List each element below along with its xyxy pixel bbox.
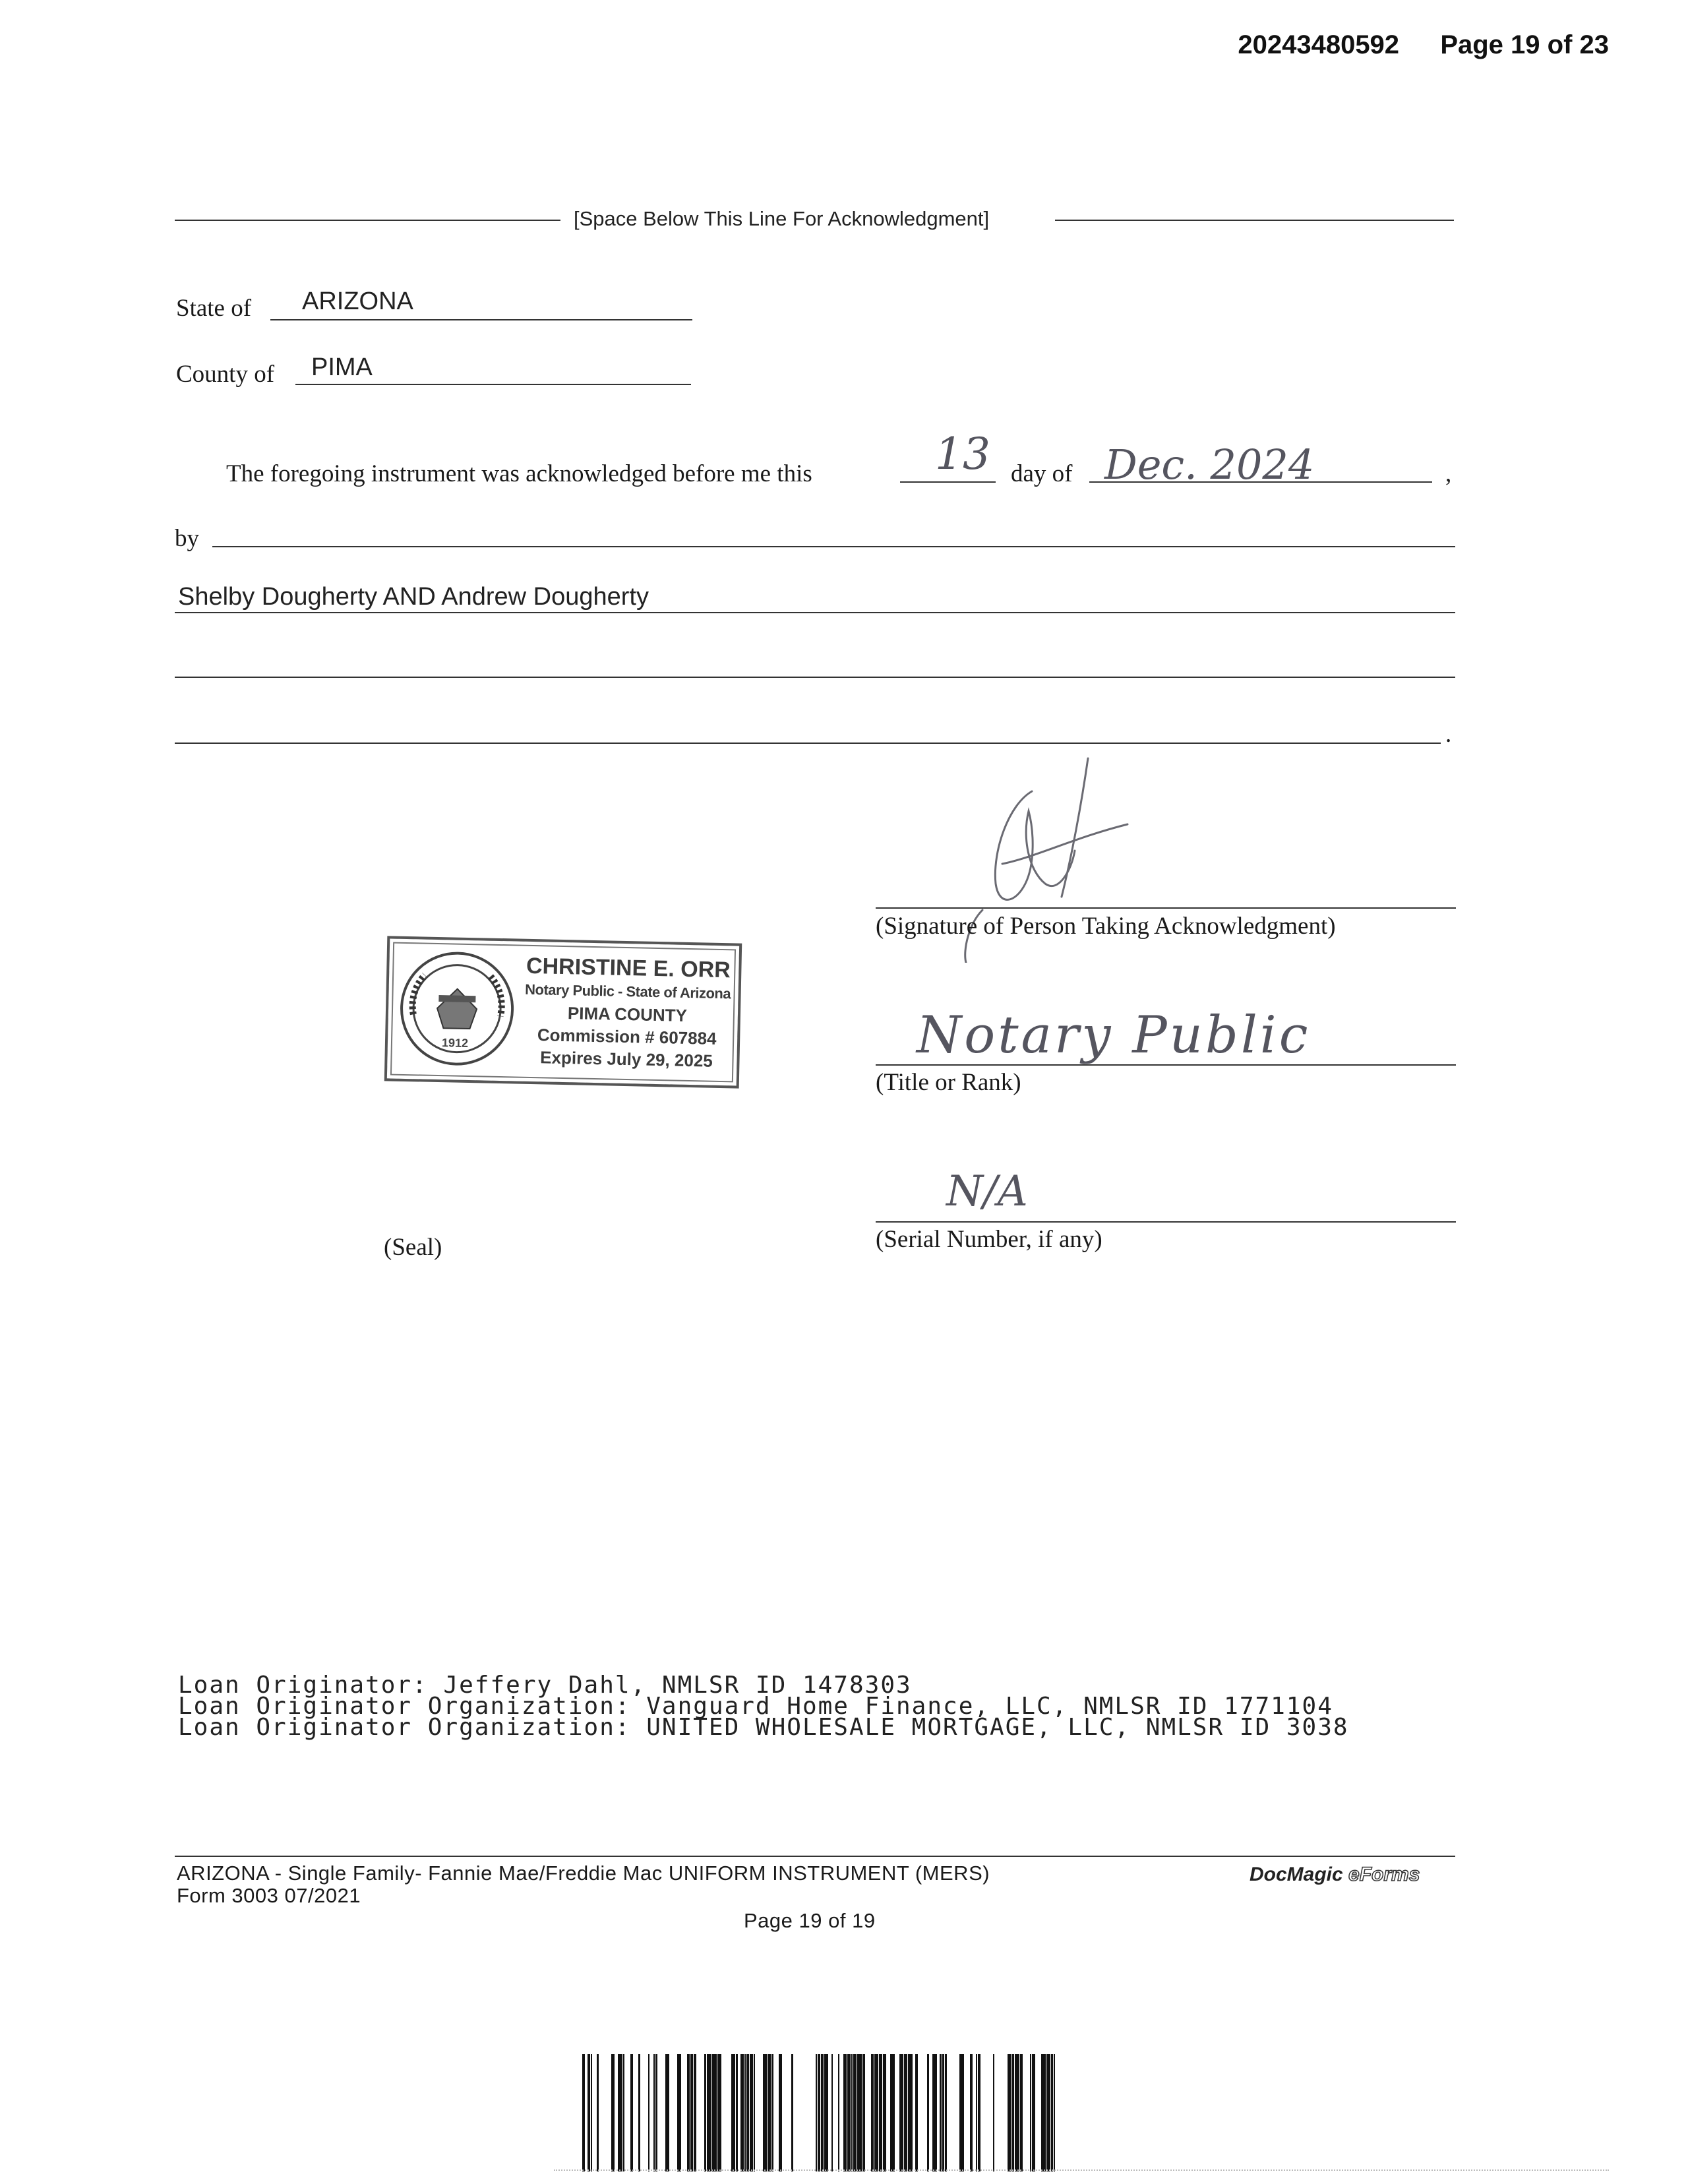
day-of-label: day of: [1011, 460, 1073, 487]
stamp-county: PIMA COUNTY: [567, 1003, 688, 1025]
stamp-seal-year: 1912: [441, 1036, 469, 1050]
acknowledgment-divider-text: [Space Below This Line For Acknowledgment]: [574, 207, 990, 230]
brand-suffix: eForms: [1348, 1864, 1420, 1885]
title-underline: [876, 1064, 1456, 1066]
serial-label: (Serial Number, if any): [876, 1226, 1102, 1253]
acknowledged-persons: Shelby Dougherty AND Andrew Dougherty: [178, 583, 649, 611]
seal-label: (Seal): [384, 1234, 442, 1261]
county-underline: [295, 384, 691, 385]
docmagic-logo: [1250, 1864, 1420, 1886]
form-description: ARIZONA - Single Family- Fannie Mae/Freddie Mac UNIFORM INSTRUMENT (MERS): [177, 1862, 990, 1885]
stamp-notary-name: CHRISTINE E. ORR: [526, 953, 731, 983]
arizona-state-seal-icon: [396, 948, 518, 1070]
blank-line-2: [175, 743, 1441, 744]
signature-label: (Signature of Person Taking Acknowledgment): [876, 913, 1336, 940]
stamp-notary-title: Notary Public - State of Arizona: [524, 981, 731, 1002]
loan-originator-org-line: Loan Originator Organization: UNITED WHOLESALE MORTGAGE, LLC, NMLSR ID 3038: [178, 1714, 1349, 1741]
loan-originator-line: Loan Originator: Jeffery Dahl, NMLSR ID 1478303: [178, 1672, 912, 1699]
stamp-expiration: Expires July 29, 2025: [539, 1047, 713, 1071]
state-label: State of: [176, 295, 252, 322]
title-label: (Title or Rank): [876, 1069, 1021, 1096]
form-number: Form 3003 07/2021: [177, 1884, 361, 1907]
county-value: PIMA: [311, 353, 373, 381]
document-header: [1200, 30, 1609, 60]
loan-originator-org-line: Loan Originator Organization: Vanguard Home Finance, LLC, NMLSR ID 1771104: [178, 1693, 1333, 1720]
date-comma: ,: [1445, 460, 1452, 487]
notary-stamp: [384, 936, 742, 1088]
document-number: 20243480592: [1238, 30, 1400, 59]
names-underline: [175, 612, 1455, 613]
barcode-icon: [582, 2054, 1057, 2173]
title-value: Notary Public: [917, 1006, 1311, 1065]
names-period: .: [1445, 721, 1452, 748]
footer-rule: [175, 1856, 1455, 1857]
divider-right-rule: [1055, 220, 1454, 221]
signature-underline: [876, 907, 1456, 909]
serial-value: N/A: [946, 1167, 1028, 1216]
blank-line-1: [175, 677, 1455, 678]
loan-originator-block: [178, 1672, 1349, 1741]
day-underline: [900, 481, 996, 483]
acknowledgment-sentence: The foregoing instrument was acknowledged before me this: [226, 460, 812, 487]
state-underline: [270, 319, 692, 320]
document-page-count: Page 19 of 23: [1440, 30, 1609, 59]
acknowledgment-day-value: 13: [935, 429, 990, 479]
stamp-commission: Commission # 607884: [537, 1025, 717, 1048]
county-label: County of: [176, 361, 275, 388]
acknowledgment-date-value: Dec. 2024: [1104, 440, 1315, 489]
brand-name: DocMagic: [1250, 1864, 1343, 1885]
serial-underline: [876, 1221, 1456, 1223]
scan-edge-line: [554, 2169, 1609, 2171]
state-value: ARIZONA: [302, 288, 413, 315]
footer-page-number: Page 19 of 19: [744, 1909, 876, 1932]
by-underline: [212, 546, 1455, 547]
date-underline: [1089, 481, 1432, 483]
divider-left-rule: [175, 220, 560, 221]
by-label: by: [175, 525, 199, 552]
